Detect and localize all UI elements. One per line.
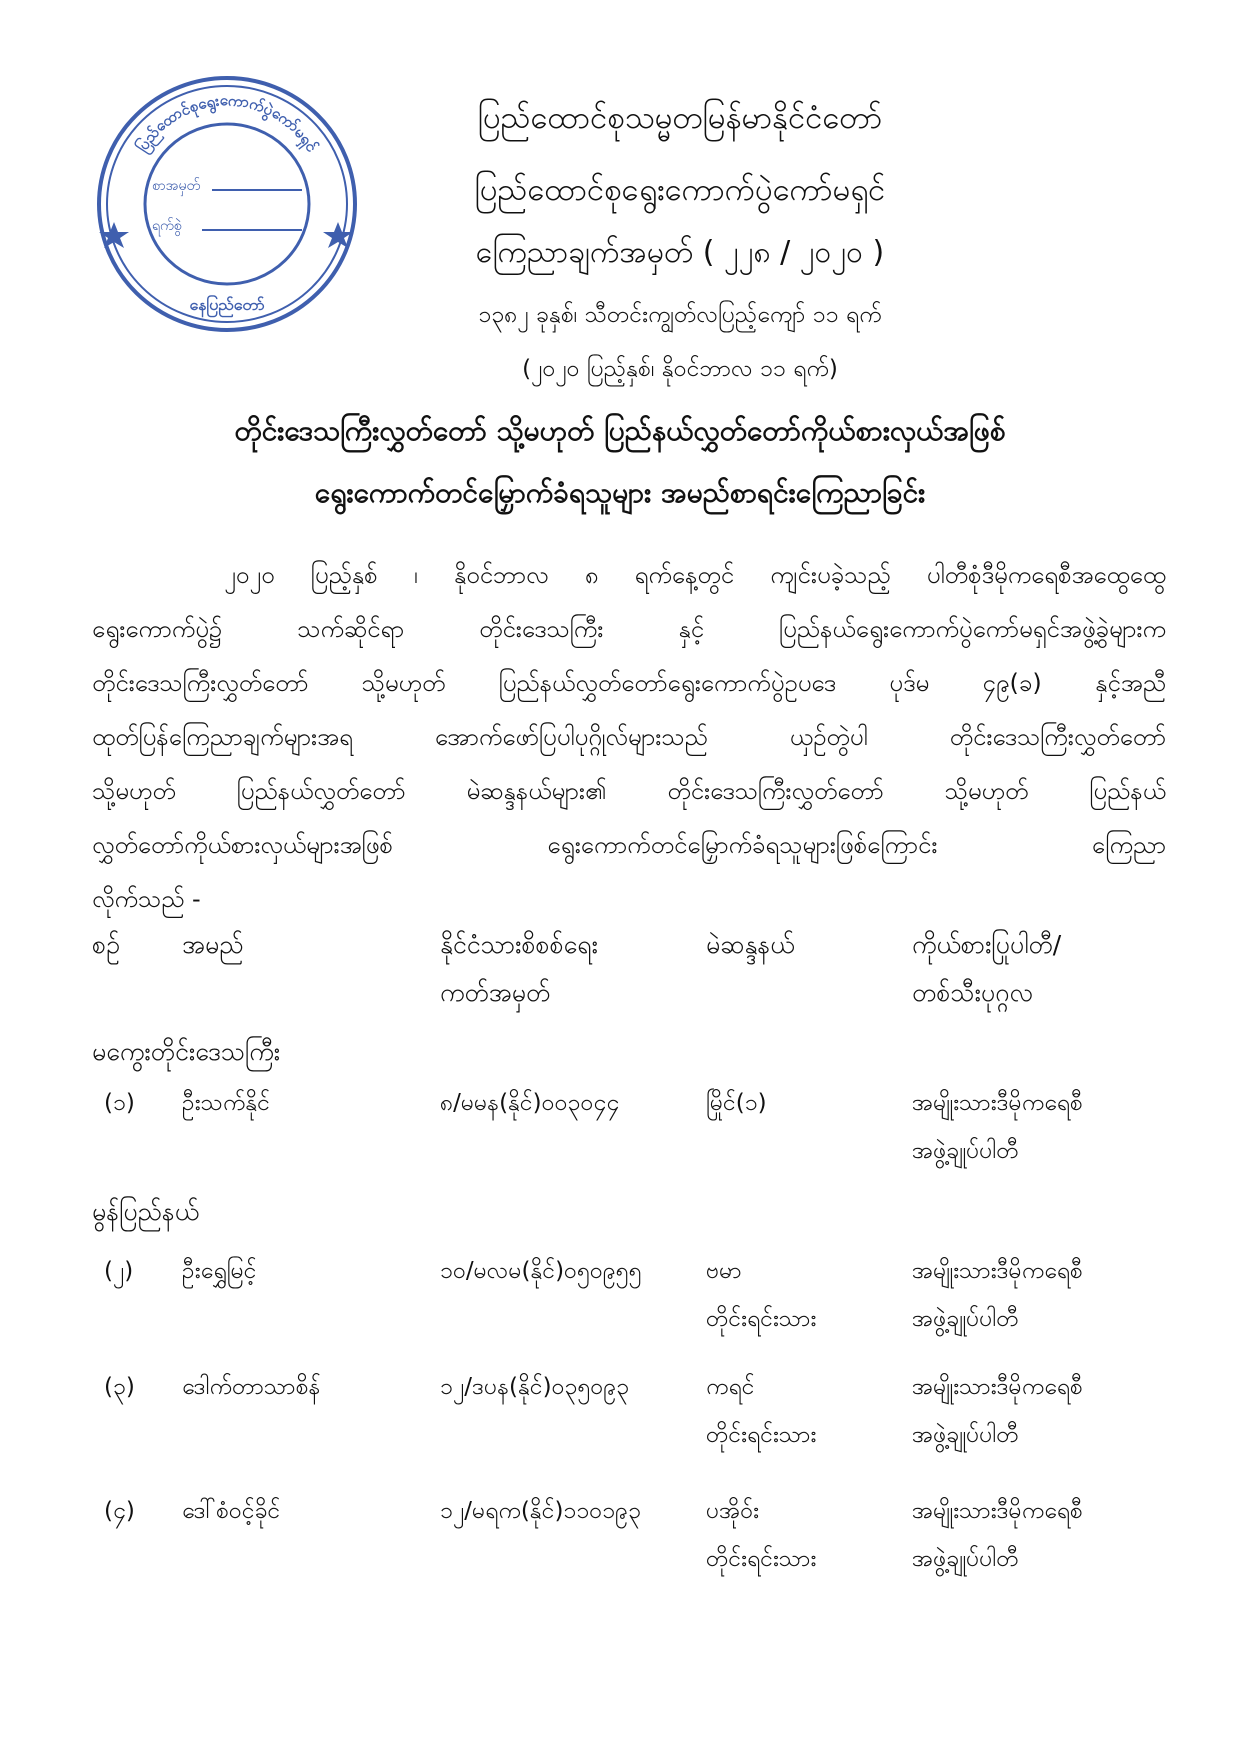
row-name: ဒေါ်စံဝင့်ခိုင် — [182, 1498, 281, 1524]
col-header-name: အမည် — [182, 930, 244, 959]
row-no: (၂) — [104, 1258, 134, 1284]
col-header-no: စဉ် — [92, 930, 120, 959]
row-party-line1: အမျိုးသားဒီမိုကရေစီ — [912, 1374, 1083, 1400]
seal-date-label: ရက်စွဲ — [152, 218, 182, 234]
paragraph-line: ထုတ်ပြန်ကြေညာချက်များအရ အောက်ဖော်ပြပါပုဂ္ဂိုလ်များသည် ယှဉ်တွဲပါ တိုင်းဒေသကြီးလွှတ်တော် — [92, 723, 1166, 751]
row-constituency-line1: ဗမာ — [706, 1258, 742, 1284]
row-no: (၁) — [104, 1090, 135, 1116]
header-commission: ပြည်ထောင်စုရွေးကောက်ပွဲကော်မရှင် — [474, 172, 886, 208]
date-myanmar: ၁၃၈၂ ခုနှစ်၊ သီတင်းကျွတ်လပြည့်ကျော် ၁၁ ရက် — [478, 302, 882, 328]
row-party-line1: အမျိုးသားဒီမိုကရေစီ — [912, 1258, 1083, 1284]
paragraph-line: တိုင်းဒေသကြီးလွှတ်တော် သို့မဟုတ် ပြည်နယ်လွှတ်တော်ရွေးကောက်ပွဲဥပဒေ ပုဒ်မ ၄၉(ခ) နှင့်အညီ — [92, 669, 1166, 697]
col-header-nrc-line1: နိုင်ငံသားစိစစ်ရေး — [440, 930, 598, 959]
section-title: မွန်ပြည်နယ် — [92, 1197, 200, 1226]
row-constituency-line2: တိုင်းရင်းသား — [706, 1546, 817, 1572]
paragraph-line: လိုက်သည် - — [92, 885, 201, 913]
row-nrc: ၈/မမန(နိုင်)၀၀၃၀၄၄ — [440, 1090, 620, 1116]
row-party-line2: အဖွဲ့ချုပ်ပါတီ — [912, 1422, 1019, 1448]
col-header-nrc-line2: ကတ်အမှတ် — [440, 978, 551, 1007]
paragraph-line: သို့မဟုတ် ပြည်နယ်လွှတ်တော် မဲဆန္ဒနယ်များ၏ တိုင်းဒေသကြီးလွှတ်တော် သို့မဟုတ် ပြည်နယ် — [92, 777, 1166, 805]
row-party-line1: အမျိုးသားဒီမိုကရေစီ — [912, 1090, 1083, 1116]
row-constituency: မြိုင်(၁) — [706, 1090, 767, 1116]
row-party-line2: အဖွဲ့ချုပ်ပါတီ — [912, 1138, 1019, 1164]
row-nrc: ၁၀/မလမ(နိုင်)၀၅၀၉၅၅ — [440, 1258, 642, 1284]
row-nrc: ၁၂/မရက(နိုင်)၁၁၀၁၉၃ — [440, 1498, 642, 1524]
date-gregorian: (၂၀၂၀ ပြည့်နှစ်၊ နိုဝင်ဘာလ ၁၁ ရက်) — [522, 356, 838, 382]
row-name: ဦးသက်နိုင် — [182, 1090, 270, 1116]
row-nrc: ၁၂/ဒပန(နိုင်)၀၃၅၀၉၃ — [440, 1374, 630, 1400]
row-no: (၄) — [104, 1498, 135, 1524]
row-party-line2: အဖွဲ့ချုပ်ပါတီ — [912, 1546, 1019, 1572]
paragraph-line: လွှတ်တော်ကိုယ်စားလှယ်များအဖြစ် ရွေးကောက်တင်မြှောက်ခံရသူများဖြစ်ကြောင်း ကြေညာ — [92, 831, 1166, 859]
seal-bottom-text: နေပြည်တော် — [189, 295, 265, 314]
header-country: ပြည်ထောင်စုသမ္မတမြန်မာနိုင်ငံတော် — [477, 100, 883, 136]
paragraph-line: ၂၀၂၀ ပြည့်နှစ် ၊ နိုဝင်ဘာလ ၈ ရက်နေ့တွင် ကျင်းပခဲ့သည့် ပါတီစုံဒီမိုကရေစီအထွေထွေ — [224, 561, 1166, 589]
row-constituency-line2: တိုင်းရင်းသား — [706, 1422, 817, 1448]
row-name: ဦးရွှေမြင့် — [182, 1258, 257, 1284]
col-header-constituency: မဲဆန္ဒနယ် — [706, 930, 795, 959]
document-title-line2: ရွေးကောက်တင်မြှောက်ခံရသူများ အမည်စာရင်းကြေညာခြင်း — [314, 476, 926, 509]
paragraph-line: ရွေးကောက်ပွဲ၌ သက်ဆိုင်ရာ တိုင်းဒေသကြီး နှင့် ပြည်နယ်ရွေးကောက်ပွဲကော်မရှင်အဖွဲ့ခွဲများက — [92, 615, 1166, 643]
row-party-line2: အဖွဲ့ချုပ်ပါတီ — [912, 1306, 1019, 1332]
seal-ring-text: ပြည်ထောင်စုရွေးကောက်ပွဲကော်မရှင် — [132, 90, 322, 156]
row-no: (၃) — [104, 1374, 135, 1400]
announcement-number: ကြေညာချက်အမှတ် ( ၂၂၈ / ၂၀၂၀ ) — [475, 235, 885, 270]
document-title-line1: တိုင်းဒေသကြီးလွှတ်တော် သို့မဟုတ် ပြည်နယ်လွှတ်တော်ကိုယ်စားလှယ်အဖြစ် — [234, 414, 1006, 447]
seal-ref-label: စာအမှတ် — [152, 178, 201, 194]
section-title: မကွေးတိုင်းဒေသကြီး — [92, 1037, 281, 1066]
col-header-party-line2: တစ်သီးပုဂ္ဂလ — [912, 978, 1033, 1007]
row-party-line1: အမျိုးသားဒီမိုကရေစီ — [912, 1498, 1083, 1524]
body-paragraph — [92, 548, 1166, 926]
row-constituency-line2: တိုင်းရင်းသား — [706, 1306, 817, 1332]
row-name: ဒေါက်တာသာစိန် — [182, 1374, 321, 1400]
row-constituency-line1: ပအိုဝ်း — [706, 1498, 759, 1524]
col-header-party-line1: ကိုယ်စားပြုပါတီ/ — [912, 930, 1062, 959]
row-constituency-line1: ကရင် — [706, 1374, 755, 1400]
